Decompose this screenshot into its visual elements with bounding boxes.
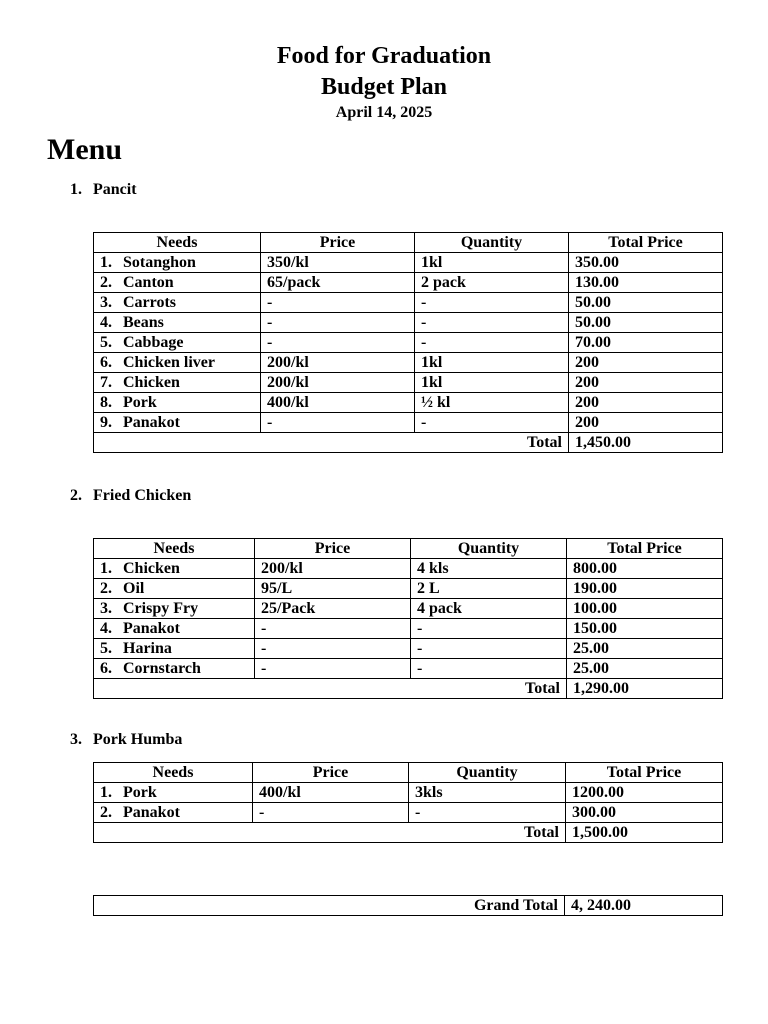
column-header-price: Price xyxy=(261,233,415,253)
item-number: 2. xyxy=(100,580,112,597)
document-date: April 14, 2025 xyxy=(335,104,433,121)
fried-chicken-budget-table xyxy=(93,538,723,699)
item-number: 6. xyxy=(100,660,112,677)
section-total-row xyxy=(94,433,723,453)
total-price-cell: 25.00 xyxy=(567,659,723,679)
section-total-label: Total xyxy=(94,433,569,453)
item-number: 8. xyxy=(100,394,112,411)
total-price-cell: 200 xyxy=(569,353,723,373)
need-cell xyxy=(94,393,261,413)
price-cell: - xyxy=(261,333,415,353)
item-number: 2. xyxy=(100,274,112,291)
need-cell xyxy=(94,373,261,393)
price-cell: - xyxy=(255,659,411,679)
total-price-cell: 1200.00 xyxy=(566,783,723,803)
section-number: 1. xyxy=(70,181,82,198)
table-row xyxy=(94,293,723,313)
grand-total-table xyxy=(93,895,723,916)
need-cell xyxy=(94,253,261,273)
item-number: 5. xyxy=(100,640,112,657)
column-header-quantity: Quantity xyxy=(411,539,567,559)
table-row xyxy=(94,559,723,579)
item-name: Chicken xyxy=(123,560,180,577)
section-total-row xyxy=(94,823,723,843)
total-price-cell: 50.00 xyxy=(569,313,723,333)
table-header-row xyxy=(94,539,723,559)
item-name: Cornstarch xyxy=(123,660,201,677)
table-header-row xyxy=(94,763,723,783)
grand-total-label: Grand Total xyxy=(94,896,565,916)
need-cell xyxy=(94,353,261,373)
table-row xyxy=(94,659,723,679)
item-name: Canton xyxy=(123,274,174,291)
item-name: Panakot xyxy=(123,620,180,637)
column-header-quantity: Quantity xyxy=(415,233,569,253)
section-total-value: 1,290.00 xyxy=(567,679,723,699)
quantity-cell: 1kl xyxy=(415,253,569,273)
section-number: 3. xyxy=(70,731,82,748)
table-row xyxy=(94,333,723,353)
quantity-cell: - xyxy=(411,639,567,659)
grand-total-row xyxy=(94,896,723,916)
item-number: 6. xyxy=(100,354,112,371)
price-cell: 95/L xyxy=(255,579,411,599)
table-row xyxy=(94,639,723,659)
total-price-cell: 70.00 xyxy=(569,333,723,353)
section-title-pork-humba xyxy=(70,731,182,749)
item-name: Oil xyxy=(123,580,145,597)
item-name: Chicken xyxy=(123,374,180,391)
quantity-cell: 4 pack xyxy=(411,599,567,619)
section-title-fried-chicken xyxy=(70,487,191,505)
item-number: 1. xyxy=(100,254,112,271)
need-cell xyxy=(94,599,255,619)
total-price-cell: 130.00 xyxy=(569,273,723,293)
total-price-cell: 25.00 xyxy=(567,639,723,659)
total-price-cell: 50.00 xyxy=(569,293,723,313)
total-price-cell: 300.00 xyxy=(566,803,723,823)
item-name: Beans xyxy=(123,314,164,331)
quantity-cell: - xyxy=(415,333,569,353)
total-price-cell: 150.00 xyxy=(567,619,723,639)
price-cell: 400/kl xyxy=(261,393,415,413)
need-cell xyxy=(94,803,253,823)
pork-humba-budget-table xyxy=(93,762,723,843)
need-cell xyxy=(94,619,255,639)
column-header-total-price: Total Price xyxy=(567,539,723,559)
column-header-needs: Needs xyxy=(94,763,253,783)
need-cell xyxy=(94,313,261,333)
item-name: Chicken liver xyxy=(123,354,215,371)
table-row xyxy=(94,579,723,599)
need-cell xyxy=(94,413,261,433)
table-row xyxy=(94,313,723,333)
item-number: 9. xyxy=(100,414,112,431)
item-number: 2. xyxy=(100,804,112,821)
quantity-cell: ½ kl xyxy=(415,393,569,413)
total-price-cell: 100.00 xyxy=(567,599,723,619)
document-title: Food for Graduation xyxy=(276,43,492,69)
price-cell: - xyxy=(261,413,415,433)
price-cell: - xyxy=(261,313,415,333)
quantity-cell: 3kls xyxy=(409,783,566,803)
item-name: Pork xyxy=(123,784,157,801)
need-cell xyxy=(94,333,261,353)
item-name: Panakot xyxy=(123,804,180,821)
price-cell: - xyxy=(255,639,411,659)
column-header-price: Price xyxy=(253,763,409,783)
quantity-cell: 2 L xyxy=(411,579,567,599)
table-row xyxy=(94,783,723,803)
need-cell xyxy=(94,293,261,313)
price-cell: 350/kl xyxy=(261,253,415,273)
total-price-cell: 200 xyxy=(569,413,723,433)
section-total-value: 1,450.00 xyxy=(569,433,723,453)
item-number: 3. xyxy=(100,600,112,617)
section-total-label: Total xyxy=(94,823,566,843)
quantity-cell: 4 kls xyxy=(411,559,567,579)
column-header-quantity: Quantity xyxy=(409,763,566,783)
item-number: 4. xyxy=(100,620,112,637)
table-row xyxy=(94,413,723,433)
table-row xyxy=(94,373,723,393)
quantity-cell: - xyxy=(411,659,567,679)
need-cell xyxy=(94,639,255,659)
total-price-cell: 190.00 xyxy=(567,579,723,599)
item-name: Carrots xyxy=(123,294,177,311)
section-total-row xyxy=(94,679,723,699)
item-name: Crispy Fry xyxy=(123,600,199,617)
table-row xyxy=(94,273,723,293)
total-price-cell: 800.00 xyxy=(567,559,723,579)
document-subtitle: Budget Plan xyxy=(320,74,448,100)
quantity-cell: - xyxy=(415,413,569,433)
quantity-cell: 1kl xyxy=(415,353,569,373)
grand-total-value: 4, 240.00 xyxy=(565,896,723,916)
item-name: Panakot xyxy=(123,414,180,431)
item-name: Cabbage xyxy=(123,334,184,351)
menu-heading: Menu xyxy=(47,133,122,166)
total-price-cell: 350.00 xyxy=(569,253,723,273)
column-header-total-price: Total Price xyxy=(569,233,723,253)
need-cell xyxy=(94,273,261,293)
item-number: 1. xyxy=(100,560,112,577)
need-cell xyxy=(94,559,255,579)
quantity-cell: - xyxy=(415,293,569,313)
item-number: 3. xyxy=(100,294,112,311)
item-number: 4. xyxy=(100,314,112,331)
section-number: 2. xyxy=(70,487,82,504)
table-row xyxy=(94,253,723,273)
column-header-needs: Needs xyxy=(94,233,261,253)
table-row xyxy=(94,353,723,373)
need-cell xyxy=(94,659,255,679)
column-header-total-price: Total Price xyxy=(566,763,723,783)
item-number: 7. xyxy=(100,374,112,391)
quantity-cell: 1kl xyxy=(415,373,569,393)
table-row xyxy=(94,803,723,823)
item-name: Harina xyxy=(123,640,172,657)
need-cell xyxy=(94,579,255,599)
price-cell: 400/kl xyxy=(253,783,409,803)
quantity-cell: - xyxy=(415,313,569,333)
price-cell: 65/pack xyxy=(261,273,415,293)
price-cell: - xyxy=(253,803,409,823)
table-row xyxy=(94,619,723,639)
section-name: Pork Humba xyxy=(93,731,183,748)
table-row xyxy=(94,599,723,619)
need-cell xyxy=(94,783,253,803)
quantity-cell: 2 pack xyxy=(415,273,569,293)
item-name: Pork xyxy=(123,394,157,411)
quantity-cell: - xyxy=(411,619,567,639)
column-header-needs: Needs xyxy=(94,539,255,559)
section-title-pancit xyxy=(70,181,137,199)
column-header-price: Price xyxy=(255,539,411,559)
total-price-cell: 200 xyxy=(569,393,723,413)
table-header-row xyxy=(94,233,723,253)
table-row xyxy=(94,393,723,413)
price-cell: 200/kl xyxy=(261,373,415,393)
item-name: Sotanghon xyxy=(123,254,196,271)
price-cell: - xyxy=(255,619,411,639)
price-cell: - xyxy=(261,293,415,313)
section-name: Fried Chicken xyxy=(93,487,192,504)
section-total-label: Total xyxy=(94,679,567,699)
total-price-cell: 200 xyxy=(569,373,723,393)
item-number: 1. xyxy=(100,784,112,801)
pancit-budget-table xyxy=(93,232,723,453)
quantity-cell: - xyxy=(409,803,566,823)
section-total-value: 1,500.00 xyxy=(566,823,723,843)
price-cell: 25/Pack xyxy=(255,599,411,619)
price-cell: 200/kl xyxy=(255,559,411,579)
item-number: 5. xyxy=(100,334,112,351)
section-name: Pancit xyxy=(93,181,137,198)
price-cell: 200/kl xyxy=(261,353,415,373)
